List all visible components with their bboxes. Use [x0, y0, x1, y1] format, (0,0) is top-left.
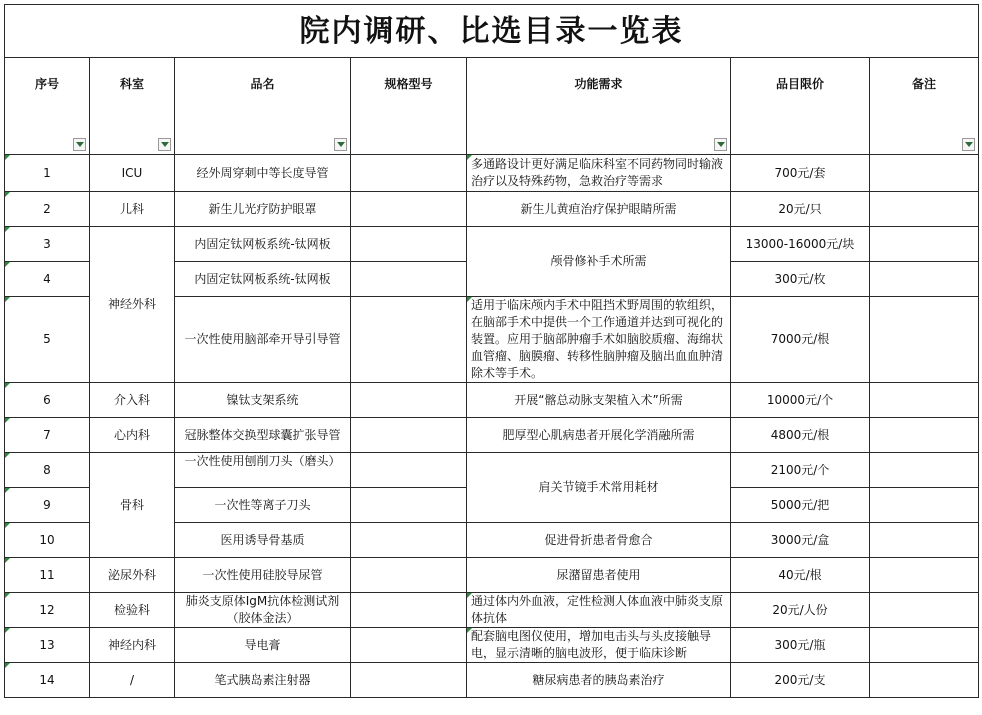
cell-note[interactable]: [870, 523, 979, 558]
cell-func[interactable]: 尿潴留患者使用: [467, 558, 731, 593]
table-title: 院内调研、比选目录一览表: [5, 5, 979, 58]
cell-dept[interactable]: /: [90, 663, 175, 698]
cell-seq[interactable]: 7: [5, 418, 90, 453]
table-row: [5, 383, 979, 418]
cell-price[interactable]: 40元/根: [731, 558, 870, 593]
cell-spec[interactable]: [351, 155, 467, 192]
cell-spec[interactable]: [351, 628, 467, 663]
cell-spec[interactable]: [351, 523, 467, 558]
cell-note[interactable]: [870, 593, 979, 628]
header-price: 品目限价: [731, 58, 870, 155]
cell-func[interactable]: 通过体内外血液，定性检测人体血液中肺炎支原体抗体: [467, 593, 731, 628]
cell-seq[interactable]: 13: [5, 628, 90, 663]
cell-seq[interactable]: 1: [5, 155, 90, 192]
cell-note[interactable]: [870, 663, 979, 698]
cell-dept[interactable]: 泌尿外科: [90, 558, 175, 593]
cell-name[interactable]: 一次性等离子刀头: [175, 488, 351, 523]
cell-name[interactable]: 肺炎支原体IgM抗体检测试剂（胶体金法）: [175, 593, 351, 628]
cell-dept[interactable]: 检验科: [90, 593, 175, 628]
cell-price[interactable]: 20元/只: [731, 192, 870, 227]
table-row: [5, 227, 979, 262]
cell-seq[interactable]: 11: [5, 558, 90, 593]
cell-name[interactable]: 一次性使用硅胶导尿管: [175, 558, 351, 593]
cell-price[interactable]: 700元/套: [731, 155, 870, 192]
cell-dept[interactable]: 儿科: [90, 192, 175, 227]
cell-name[interactable]: 一次性使用脑部牵开导引导管: [175, 297, 351, 383]
filter-dropdown-icon[interactable]: [158, 138, 171, 151]
cell-note[interactable]: [870, 227, 979, 262]
table-row: [5, 558, 979, 593]
cell-name[interactable]: 经外周穿刺中等长度导管: [175, 155, 351, 192]
cell-func[interactable]: 糖尿病患者的胰岛素治疗: [467, 663, 731, 698]
header-dept: 科室: [90, 58, 175, 155]
cell-spec[interactable]: [351, 488, 467, 523]
cell-func[interactable]: 多通路设计更好满足临床科室不同药物同时输液治疗以及特殊药物，急救治疗等需求: [467, 155, 731, 192]
cell-dept[interactable]: 神经外科: [90, 227, 175, 383]
cell-price[interactable]: 3000元/盒: [731, 523, 870, 558]
cell-seq[interactable]: 10: [5, 523, 90, 558]
cell-func[interactable]: 新生儿黄疸治疗保护眼睛所需: [467, 192, 731, 227]
cell-price[interactable]: 10000元/个: [731, 383, 870, 418]
cell-seq[interactable]: 3: [5, 227, 90, 262]
table-row: [5, 418, 979, 453]
cell-name[interactable]: 导电膏: [175, 628, 351, 663]
header-note: 备注: [870, 58, 979, 155]
table-row: [5, 663, 979, 698]
cell-note[interactable]: [870, 155, 979, 192]
cell-price[interactable]: 300元/瓶: [731, 628, 870, 663]
cell-spec[interactable]: [351, 453, 467, 488]
filter-dropdown-icon[interactable]: [334, 138, 347, 151]
table-row: [5, 192, 979, 227]
cell-name[interactable]: 新生儿光疗防护眼罩: [175, 192, 351, 227]
table-row: [5, 628, 979, 663]
cell-note[interactable]: [870, 192, 979, 227]
header-func: 功能需求: [467, 58, 731, 155]
cell-note[interactable]: [870, 488, 979, 523]
cell-note[interactable]: [870, 558, 979, 593]
cell-seq[interactable]: 2: [5, 192, 90, 227]
cell-func[interactable]: 适用于临床颅内手术中阻挡术野周围的软组织，在脑部手术中提供一个工作通道并达到可视化的装置。应用于脑部肿瘤手术如脑胶质瘤、海绵状血管瘤、脑膜瘤、转移性脑肿瘤及脑出血血肿清除术等手术。: [467, 297, 731, 383]
cell-dept[interactable]: 神经内科: [90, 628, 175, 663]
cell-seq[interactable]: 14: [5, 663, 90, 698]
cell-dept[interactable]: 骨科: [90, 453, 175, 558]
cell-note[interactable]: [870, 383, 979, 418]
table-row: [5, 155, 979, 192]
cell-price[interactable]: 7000元/根: [731, 297, 870, 383]
cell-spec[interactable]: [351, 192, 467, 227]
cell-spec[interactable]: [351, 227, 467, 262]
cell-note[interactable]: [870, 262, 979, 297]
cell-func[interactable]: 开展“髂总动脉支架植入术”所需: [467, 383, 731, 418]
cell-func[interactable]: 肥厚型心肌病患者开展化学消融所需: [467, 418, 731, 453]
cell-spec[interactable]: [351, 663, 467, 698]
cell-spec[interactable]: [351, 262, 467, 297]
cell-func[interactable]: 促进骨折患者骨愈合: [467, 523, 731, 558]
header-name: 品名: [175, 58, 351, 155]
cell-name[interactable]: 内固定钛网板系统-钛网板: [175, 262, 351, 297]
cell-name[interactable]: 笔式胰岛素注射器: [175, 663, 351, 698]
cell-name[interactable]: 一次性使用刨削刀头（磨头）: [175, 453, 351, 488]
cell-price[interactable]: 5000元/把: [731, 488, 870, 523]
cell-spec[interactable]: [351, 558, 467, 593]
cell-spec[interactable]: [351, 593, 467, 628]
filter-dropdown-icon[interactable]: [73, 138, 86, 151]
cell-spec[interactable]: [351, 418, 467, 453]
spreadsheet: [4, 4, 978, 698]
catalog-table: [4, 4, 979, 698]
cell-name[interactable]: 内固定钛网板系统-钛网板: [175, 227, 351, 262]
cell-dept[interactable]: 心内科: [90, 418, 175, 453]
filter-dropdown-icon[interactable]: [714, 138, 727, 151]
cell-price[interactable]: 2100元/个: [731, 453, 870, 488]
cell-note[interactable]: [870, 628, 979, 663]
cell-seq[interactable]: 5: [5, 297, 90, 383]
cell-price[interactable]: 4800元/根: [731, 418, 870, 453]
cell-name[interactable]: 医用诱导骨基质: [175, 523, 351, 558]
cell-spec[interactable]: [351, 383, 467, 418]
cell-note[interactable]: [870, 418, 979, 453]
cell-seq[interactable]: 6: [5, 383, 90, 418]
cell-price[interactable]: 20元/人份: [731, 593, 870, 628]
cell-seq[interactable]: 8: [5, 453, 90, 488]
cell-name[interactable]: 镍钛支架系统: [175, 383, 351, 418]
header-row: [5, 58, 979, 155]
cell-func[interactable]: 颅骨修补手术所需: [467, 227, 731, 297]
cell-seq[interactable]: 4: [5, 262, 90, 297]
header-spec: 规格型号: [351, 58, 467, 155]
cell-spec[interactable]: [351, 297, 467, 383]
table-row: [5, 593, 979, 628]
cell-func[interactable]: 配套脑电图仪使用，增加电击头与头皮接触导电，显示清晰的脑电波形，便于临床诊断: [467, 628, 731, 663]
cell-price[interactable]: 300元/枚: [731, 262, 870, 297]
cell-price[interactable]: 200元/支: [731, 663, 870, 698]
cell-seq[interactable]: 9: [5, 488, 90, 523]
cell-dept[interactable]: ICU: [90, 155, 175, 192]
cell-note[interactable]: [870, 297, 979, 383]
table-row: [5, 453, 979, 488]
cell-price[interactable]: 13000-16000元/块: [731, 227, 870, 262]
filter-dropdown-icon[interactable]: [962, 138, 975, 151]
cell-seq[interactable]: 12: [5, 593, 90, 628]
cell-note[interactable]: [870, 453, 979, 488]
cell-dept[interactable]: 介入科: [90, 383, 175, 418]
cell-func[interactable]: 肩关节镜手术常用耗材: [467, 453, 731, 523]
header-seq: 序号: [5, 58, 90, 155]
cell-name[interactable]: 冠脉整体交换型球囊扩张导管: [175, 418, 351, 453]
